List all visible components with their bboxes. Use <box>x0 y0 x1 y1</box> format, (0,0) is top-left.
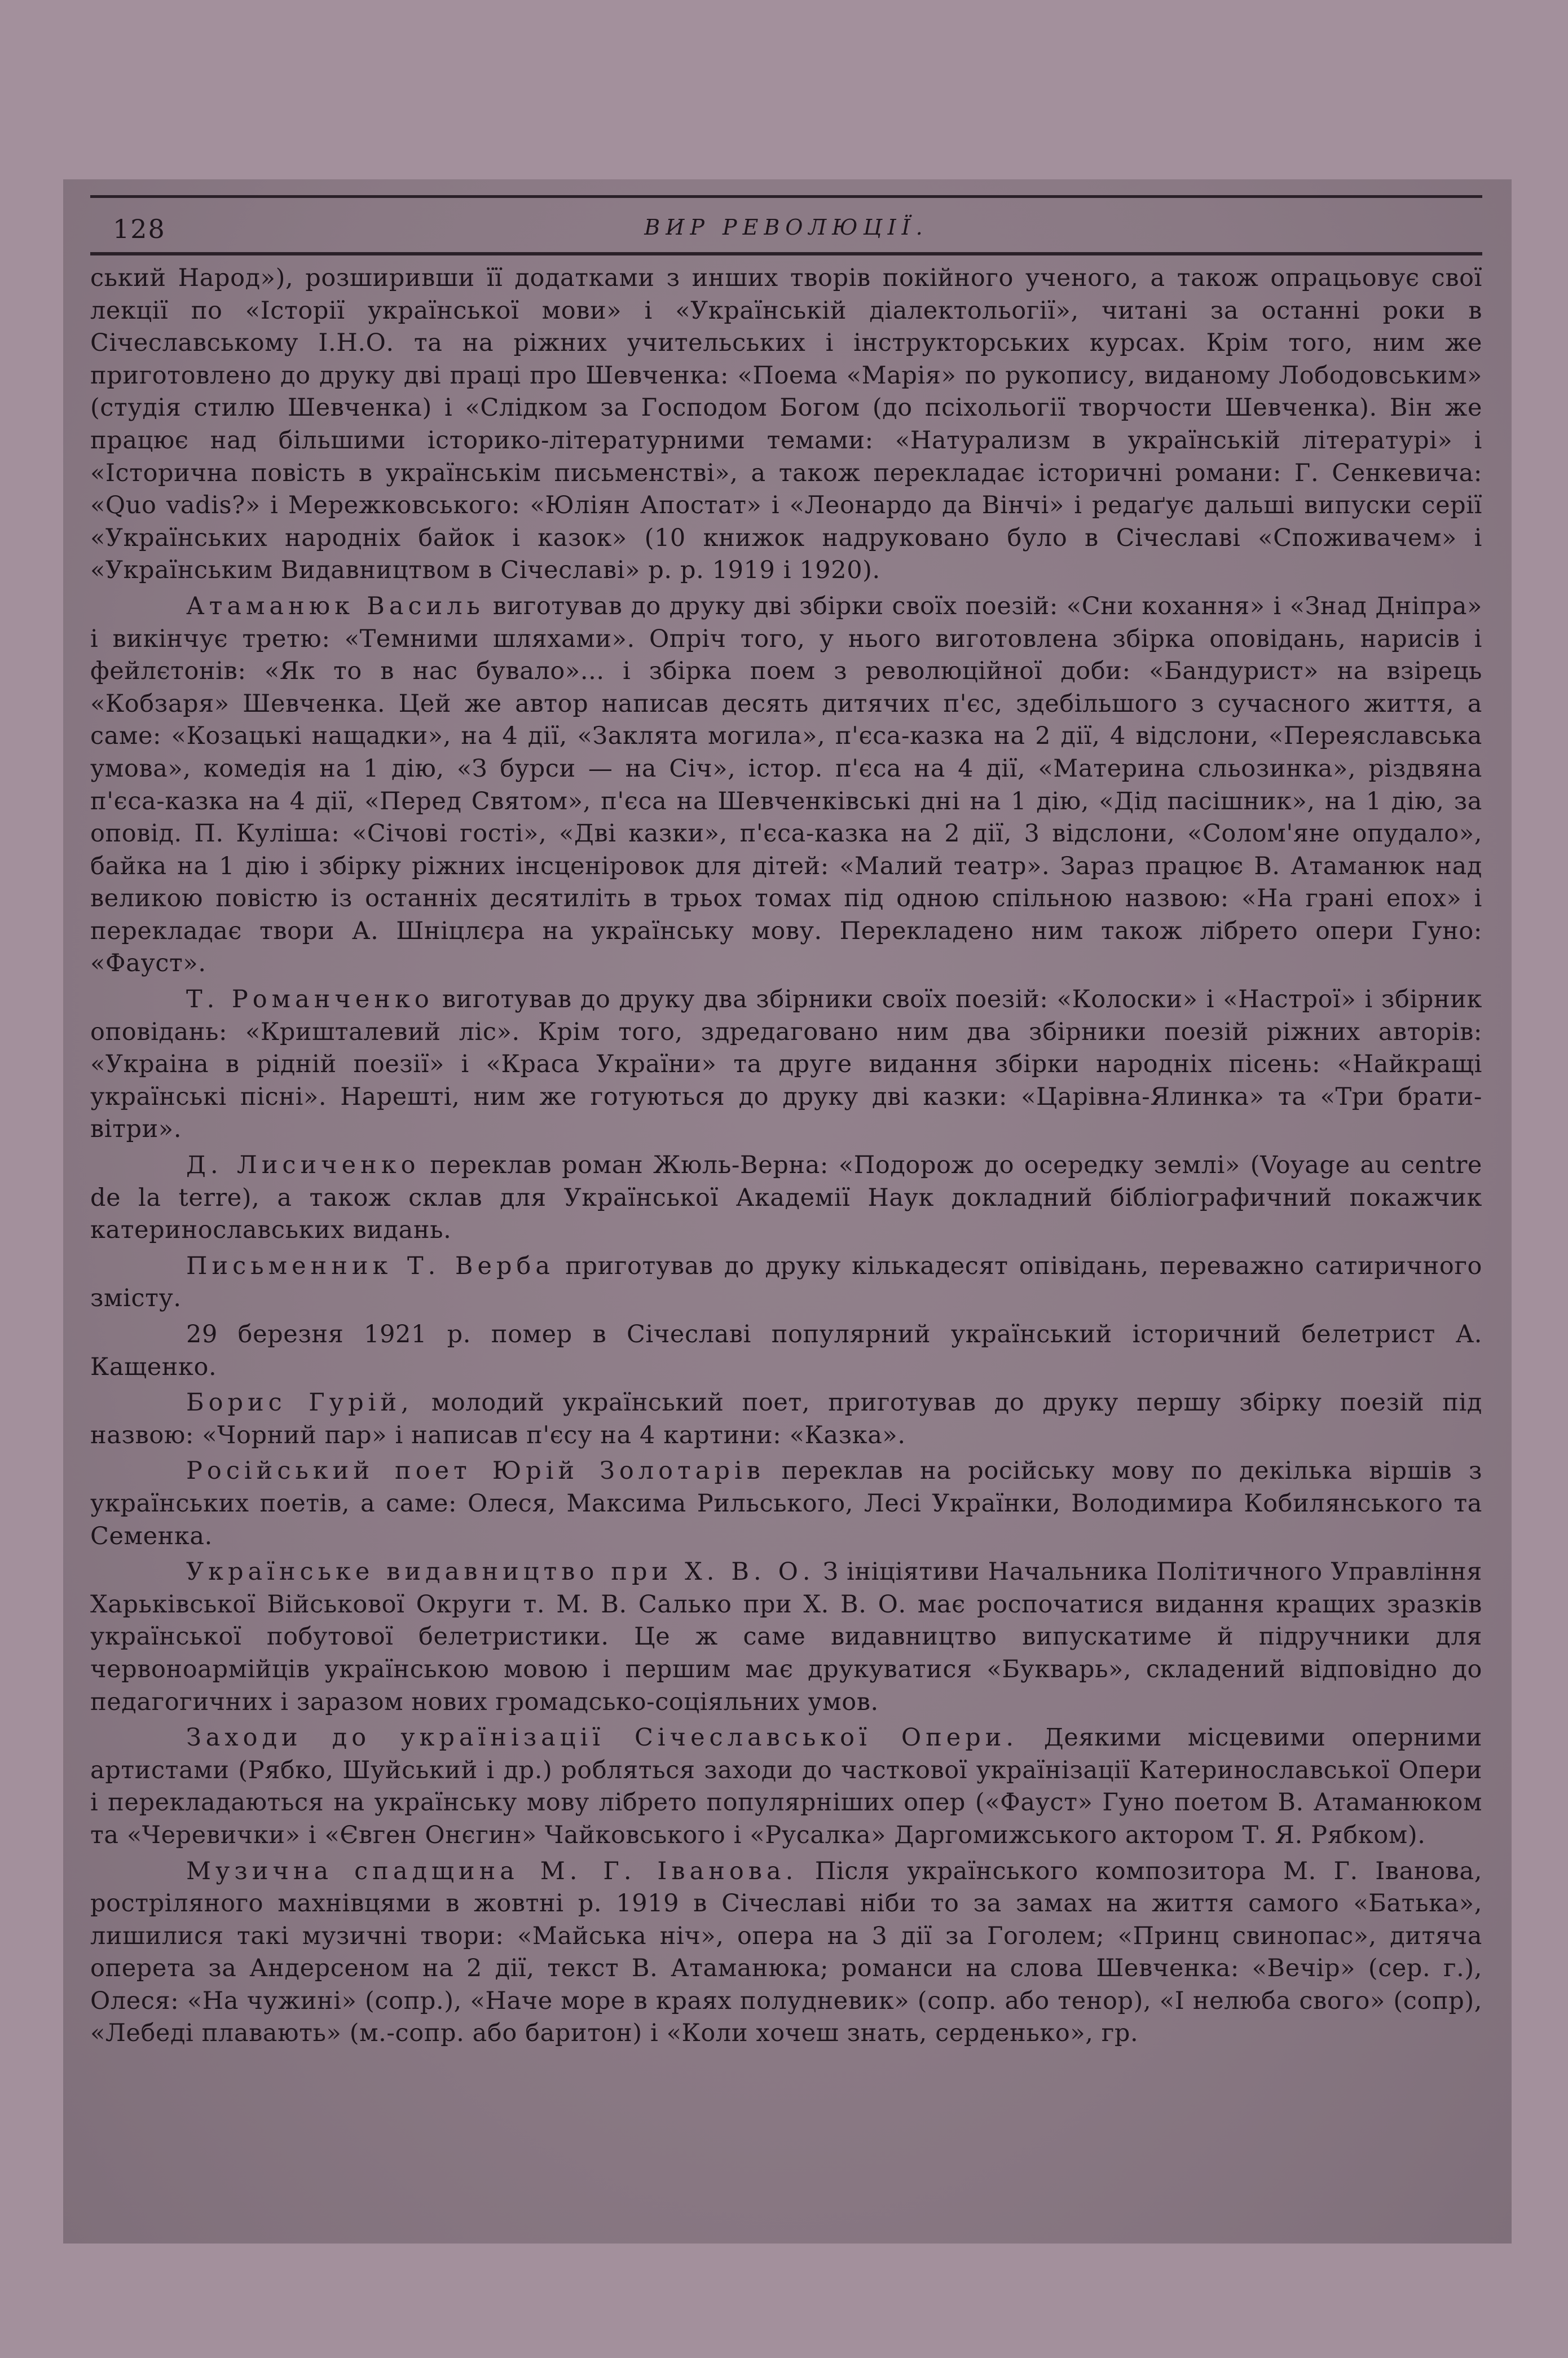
article-body <box>90 254 1482 2050</box>
paragraph-lead: Т. Романченко <box>186 985 434 1014</box>
paragraph-lead: Російський поет Юрій Золотарів <box>186 1457 765 1486</box>
paragraph-verba: Письменник Т. Верба приготував до друку кількадесят опівідань, переважно сатиричного змісту. <box>90 1251 1482 1313</box>
running-title: ВИР РЕВОЛЮЦІЇ. <box>644 215 928 240</box>
header-rule <box>90 252 1482 255</box>
paragraph-lysychenko: Д. Лисиченко переклав роман Жюль-Верна: «Подорож до осередку землі» (Voyage au centre de la terre), а також склав для Української Академії Наук докладний бібліографичний покажчик катеринославських видань. <box>90 1151 1482 1245</box>
paragraph-opera: Заходи до українізації Січеславської Опери. Деякими місцевими оперними артистами (Рябко, Шуйський і др.) робляться заходи до часткової українізації Катеринославської Опери і перекладаються на українську мову лібрето популярніших опер («Фауст» Гуно поетом В. Атаманюком та «Черевички» і «Євген Онєгин» Чайковського і «Русалка» Даргомижського актором Т. Я. Рябком). <box>90 1724 1482 1849</box>
paragraph-zolotariv: Російський поет Юрій Золотарів переклав на російську мову по декілька віршів з українських поетів, а саме: Олеся, Максима Рильського, Лесі Українки, Володимира Кобилянського та Семенка. <box>90 1457 1482 1550</box>
paragraph-romanchenko: Т. Романченко виготував до друку два збірники своїх поезій: «Колоски» і «Настрої» і збірник оповідань: «Кришталевий ліс». Крім того, здредаговано ним два збірники поезій ріжних авторів: «Украіна в рідній поезії» і «Краса України» та друге видання збірки народніх пісень: «Найкращі українські пісні». Нарешті, ним же готуються до друку дві казки: «Царівна-Ялинка» та «Три брати-вітри». <box>90 985 1482 1144</box>
paragraph-lead: Музична спадщина М. Г. Іванова. <box>186 1857 798 1885</box>
paragraph-lead: Борис Гурій, <box>186 1389 413 1417</box>
paragraph-atamaniuk: Атаманюк Василь виготував до друку дві збірки своїх поезій: «Сни кохання» і «Знад Дніпра» і викінчує третю: «Темними шляхами». Опріч того, у нього виготовлена збірка оповідань, нарисів і фейлєтонів: «Як то в нас бувало»... і збірка поем з революційної доби: «Бандурист» на взірець «Кобзаря» Шевченка. Цей же автор написав десять дитячих п'єс, здебільшого з сучасного життя, а саме: «Козацькі нащадки», на 4 дії, «Заклята могила», п'єса-казка на 2 дії, 4 відслони, «Переяславська умова», комедія на 1 дію, «З бурси — на Січ», істор. п'єса на 4 дії, «Материна сльозинка», різдвяна п'єса-казка на 4 дії, «Перед Святом», п'єса на Шевченківські дні на 1 дію, «Дід пасішник», на 1 дію, за оповід. П. Куліша: «Січові гості», «Дві казки», п'єса-казка на 2 дії, 3 відслони, «Солом'яне опудало», байка на 1 дію і збірку ріжних інсценіровок для дітей: «Малий театр». Зараз працює В. Атаманюк над великою повістю із останніх десятиліть в трьох томах під одною спільною назвою: «На грані епох» і перекладає твори А. Шніцлєра на українську мову. Перекладено ним також лібрето опери Гуно: «Фауст». <box>90 592 1482 978</box>
page-number: 128 <box>113 214 166 244</box>
paragraph-lead: Д. Лисиченко <box>186 1151 420 1180</box>
paragraph-kashchenko: 29 березня 1921 р. помер в Січеславі популярний український історичний белетрист А. Кащенко. <box>90 1320 1482 1381</box>
paragraph-lead: Письменник Т. Верба <box>186 1251 555 1280</box>
paragraph-lead: Атаманюк Василь <box>186 592 485 620</box>
journal-page <box>63 179 1512 2244</box>
paragraph-lead: Українське видавництво при Х. В. О. <box>186 1558 815 1586</box>
paragraph-ivanov: Музична спадщина М. Г. Іванова. Після українського композитора М. Г. Іванова, ростріляного махнівцями в жовтні р. 1919 в Січеславі ніби то за замах на життя самого «Батька», лишилися такі музичні твори: «Майська ніч», опера на 3 дії за Гоголем; «Принц свинопас», дитяча оперета за Андерсеном на 2 дії, текст В. Атаманюка; романси на слова Шевченка: «Вечір» (сер. г.), Олеся: «На чужині» (сопр.), «Наче море в краях полудневик» (сопр. або тенор), «І нелюба свого» (сопр), «Лебеді плавають» (м.-сопр. або баритон) і «Коли хочеш знать, серденько», гр. <box>90 1857 1482 2048</box>
paragraph-publishing: Українське видавництво при Х. В. О. З ініціятиви Начальника Політичного Управління Харьківської Військової Округи т. М. В. Салько при Х. В. О. має роспочатися видання кращих зразків української побутової белетристики. Це ж саме видавництво випускатиме й підручники для червоноармійців українською мовою і першим має друкуватися «Букварь», складений відповідно до педагогичних і заразом нових громадсько-соціяльних умов. <box>90 1558 1482 1716</box>
page-header <box>90 195 1482 254</box>
paragraph-huriy: Борис Гурій, молодий український поет, приготував до друку першу збірку поезій під назвою: «Чорний пар» і написав п'єсу на 4 картини: «Казка». <box>90 1389 1482 1449</box>
paragraph-lead: Заходи до українізації Січеславської Опери. <box>186 1724 1019 1752</box>
paragraph-continuation: ський Народ»), розширивши її додатками з инших творів покійного ученого, а також опрацьовує свої лекції по «Історії української мови» і «Українській діалектольогії», читані за останні роки в Січеславському І.Н.О. та на ріжних учительських і інструкторських курсах. Крім того, ним же приготовлено до друку дві праці про Шевченка: «Поема «Марія» по рукопису, виданому Лободовським» (студія стилю Шевченка) і «Слідком за Господом Богом (до псіхольогії творчости Шевченка). Він же працює над більшими історико-літературними темами: «Натурализм в українській літературі» і «Історична повість в українськім письменстві», а також перекладає історичні романи: Г. Сенкевича: «Quo vadis?» і Мережковського: «Юліян Апостат» і «Леонардо да Вінчі» і редаґує дальші випуски серії «Українських народніх байок і казок» (10 книжок надруковано було в Січеславі «Споживачем» і «Українським Видавництвом в Січеславі» р. р. 1919 і 1920). <box>90 264 1482 585</box>
